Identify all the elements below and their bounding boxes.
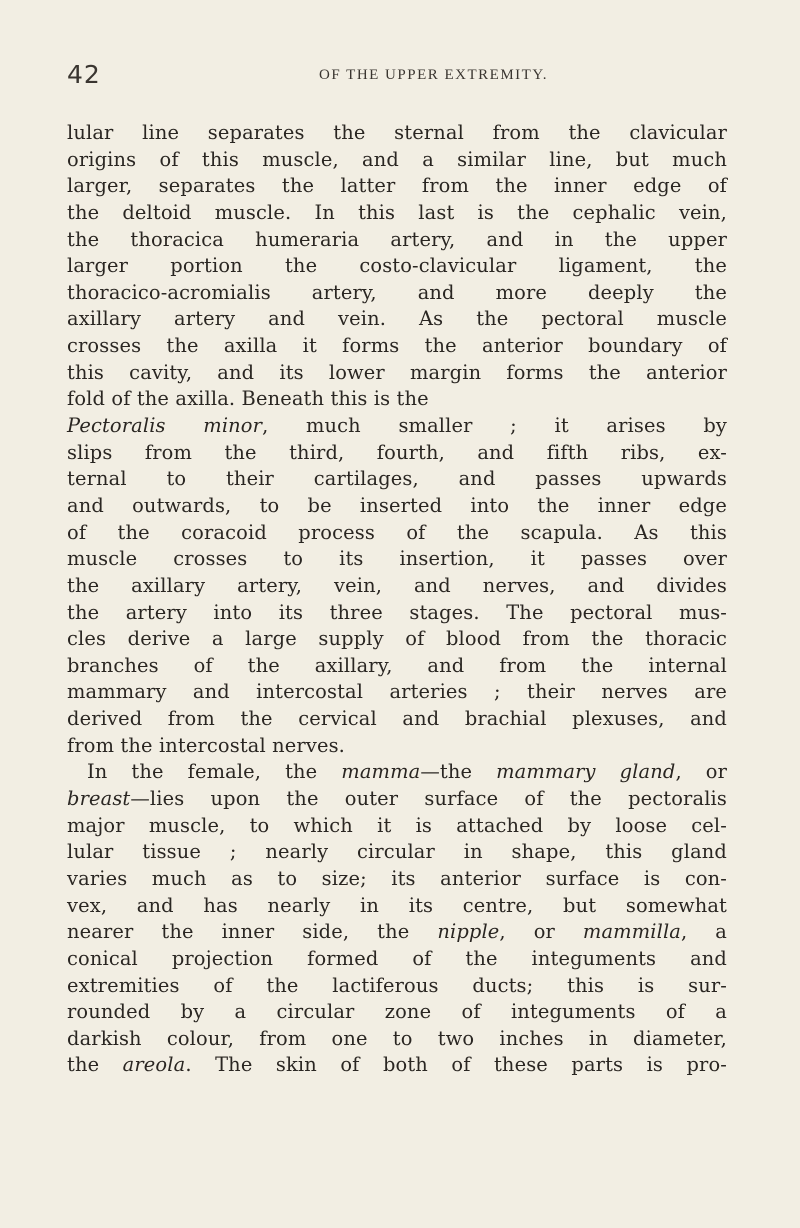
text-line: origins of this muscle, and a similar line, but much bbox=[67, 147, 727, 171]
text-line: vex, and has nearly in its centre, but somewhat bbox=[67, 893, 727, 917]
text-line: lular tissue ; nearly circular in shape, this gland bbox=[67, 840, 727, 864]
italic-term: breast bbox=[67, 787, 131, 811]
text-line: derived from the cervical and brachial plexuses, and bbox=[67, 707, 727, 731]
italic-term: Pectoralis minor bbox=[67, 414, 263, 438]
text-line: breast—lies upon the outer surface of the pectoralis bbox=[67, 787, 727, 811]
running-head: OF THE UPPER EXTREMITY. bbox=[319, 67, 548, 83]
text-line: major muscle, to which it is attached by loose cel- bbox=[67, 813, 727, 837]
italic-term: nipple bbox=[437, 920, 500, 944]
italic-term: mamma bbox=[341, 760, 421, 784]
text-line: mammary and intercostal arteries ; their nerves are bbox=[67, 680, 727, 704]
text-line: larger, separates the latter from the inner edge of bbox=[67, 174, 727, 198]
italic-term: mammary gland bbox=[496, 760, 676, 784]
text-line: the areola. The skin of both of these parts is pro- bbox=[67, 1053, 727, 1077]
text-line: rounded by a circular zone of integuments of a bbox=[67, 1000, 727, 1024]
text-line: In the female, the mamma—the mammary gland, or bbox=[87, 760, 727, 784]
text-line: the axillary artery, vein, and nerves, and divides bbox=[67, 573, 727, 597]
text-line: from the intercostal nerves. bbox=[67, 733, 345, 757]
text-line: of the coracoid process of the scapula. As this bbox=[67, 520, 727, 544]
text-line: crosses the axilla it forms the anterior boundary of bbox=[67, 334, 727, 358]
text-line: Pectoralis minor, much smaller ; it arises by bbox=[67, 414, 727, 438]
text-line: ternal to their cartilages, and passes upwards bbox=[67, 467, 727, 491]
italic-term: mammilla bbox=[582, 920, 682, 944]
text-line: the artery into its three stages. The pectoral mus- bbox=[67, 600, 727, 624]
text-line: nearer the inner side, the nipple, or mammilla, a bbox=[67, 920, 728, 944]
text-line: larger portion the costo-clavicular ligament, the bbox=[67, 254, 727, 278]
text-line: muscle crosses to its insertion, it passes over bbox=[67, 547, 727, 571]
text-line: thoracico-acromialis artery, and more deeply the bbox=[67, 280, 727, 304]
text-line: branches of the axillary, and from the internal bbox=[67, 653, 727, 677]
text-line: slips from the third, fourth, and fifth ribs, ex- bbox=[67, 440, 727, 464]
text-line: and outwards, to be inserted into the inner edge bbox=[67, 493, 727, 517]
page-number: 42 bbox=[67, 60, 101, 89]
italic-term: areola bbox=[122, 1053, 186, 1077]
text-line: lular line separates the sternal from the clavicular bbox=[67, 121, 727, 144]
text-line: darkish colour, from one to two inches in diameter, bbox=[67, 1026, 727, 1050]
text-line: extremities of the lactiferous ducts; this is sur- bbox=[67, 973, 727, 997]
body-text bbox=[67, 120, 727, 1079]
text-line: the deltoid muscle. In this last is the cephalic vein, bbox=[67, 200, 727, 224]
text-line: cles derive a large supply of blood from the thoracic bbox=[67, 627, 727, 651]
text-line: the thoracica humeraria artery, and in the upper bbox=[67, 227, 727, 251]
text-line: conical projection formed of the integuments and bbox=[67, 946, 727, 970]
text-line: fold of the axilla. Beneath this is the bbox=[67, 387, 429, 411]
text-line: this cavity, and its lower margin forms the anterior bbox=[67, 360, 727, 384]
text-line: varies much as to size; its anterior surface is con- bbox=[67, 866, 727, 890]
text-line: axillary artery and vein. As the pectoral muscle bbox=[67, 307, 727, 331]
page-header bbox=[67, 60, 727, 100]
